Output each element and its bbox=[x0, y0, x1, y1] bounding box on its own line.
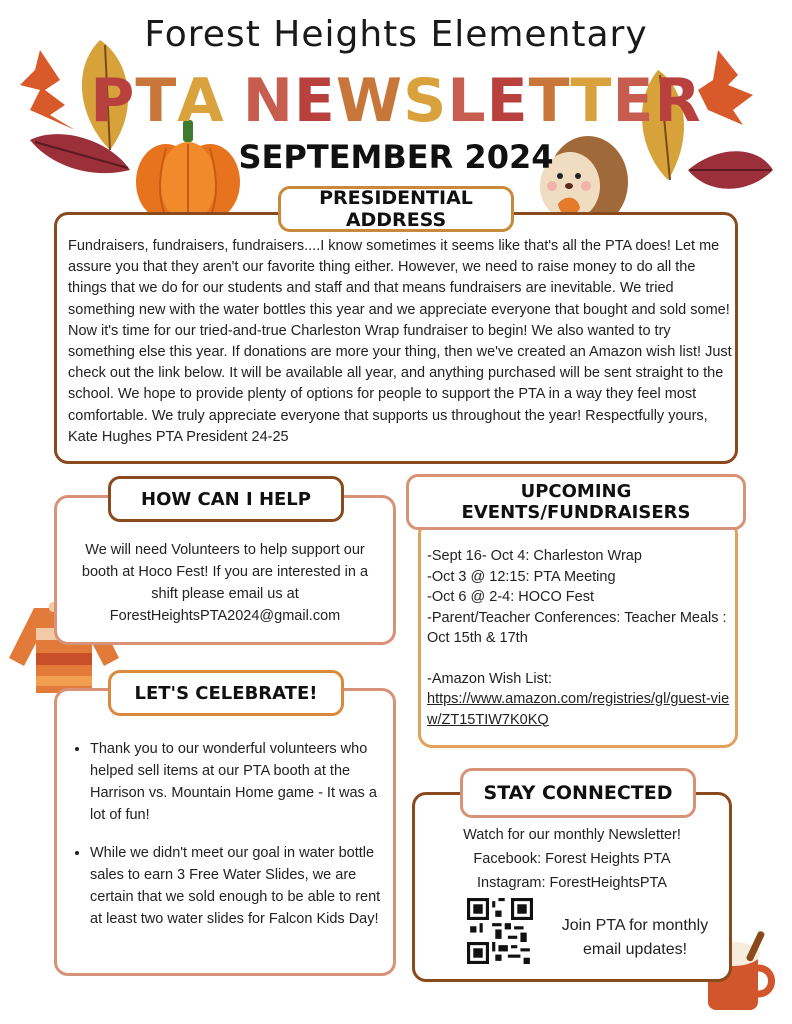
amazon-wishlist-link[interactable]: https://www.amazon.com/registries/gl/guest-view/ZT15TIW7K0KQ bbox=[427, 691, 730, 728]
how-can-i-help-text: We will need Volunteers to help support our booth at Hoco Fest! If you are interested in a shift please email us at ForestHeightsPTA2024@gmail.com bbox=[81, 542, 369, 624]
presidential-address-heading: PRESIDENTIAL ADDRESS bbox=[278, 186, 514, 232]
how-can-i-help-heading: HOW CAN I HELP bbox=[108, 476, 344, 522]
facebook-line: Facebook: Forest Heights PTA bbox=[473, 851, 671, 867]
newsletter-title-text: PTA NEWSLETTER bbox=[90, 66, 702, 136]
school-name: Forest Heights Elementary bbox=[144, 14, 648, 55]
list-item: • While we didn't meet our goal in water bottle sales to earn 3 Free Water Slides, we are certain that we sold enough to be able to rent at least two water slides for Falcon Kids Day! bbox=[90, 842, 390, 930]
lets-celebrate-heading: LET'S CELEBRATE! bbox=[108, 670, 344, 716]
list-item: • Thank you to our wonderful volunteers who helped sell items at our PTA booth at the Harrison vs. Mountain Home game - It was a lot of fun! bbox=[90, 738, 390, 826]
list-item: -Oct 3 @ 12:15: PTA Meeting bbox=[427, 568, 616, 585]
newsletter-month: SEPTEMBER 2024 bbox=[238, 138, 554, 176]
list-item: -Parent/Teacher Conferences: Teacher Meals : Oct 15th & 17th bbox=[427, 609, 727, 646]
newsletter-line: Watch for our monthly Newsletter! bbox=[463, 827, 681, 843]
stay-connected-lines bbox=[414, 823, 730, 895]
wishlist-label: -Amazon Wish List: bbox=[427, 670, 552, 687]
presidential-address-text: Fundraisers, fundraisers, fundraisers....I know sometimes it seems like that's all the PTA does! Let me assure you that they aren't our favorite thing either. However, we need to raise money to do all the things that we do for our students and staff and that means fundraisers are inevitable. We tried something new with the water bottles this year and we appreciate everyone that bought and sold some! Now it's time for our tried-and-true Charleston Wrap fundraiser to begin! We also wanted to try something else this year. If donations are more your thing, then we've created an Amazon wish list! Just check out the link below. It will be available all year, and anything purchased will be sent straight to the school. We hope to provide plenty of options for people to support the PTA in a way they feel most comfortable. We truly appreciate everyone that supports us throughout the year! Respectfully yours, Kate Hughes PTA President 24-25 bbox=[68, 238, 732, 445]
qr-code-icon[interactable] bbox=[467, 898, 533, 964]
events-list bbox=[427, 546, 735, 730]
instagram-line: Instagram: ForestHeightsPTA bbox=[477, 875, 667, 891]
list-item: -Sept 16- Oct 4: Charleston Wrap bbox=[427, 548, 642, 564]
celebrate-list bbox=[72, 738, 390, 946]
newsletter-title bbox=[0, 66, 792, 136]
list-item: -Oct 6 @ 2-4: HOCO Fest bbox=[427, 589, 594, 605]
join-pta-text: Join PTA for monthly email updates! bbox=[561, 917, 709, 958]
upcoming-events-heading: UPCOMING EVENTS/FUNDRAISERS bbox=[406, 474, 746, 530]
stay-connected-heading: STAY CONNECTED bbox=[460, 768, 696, 818]
